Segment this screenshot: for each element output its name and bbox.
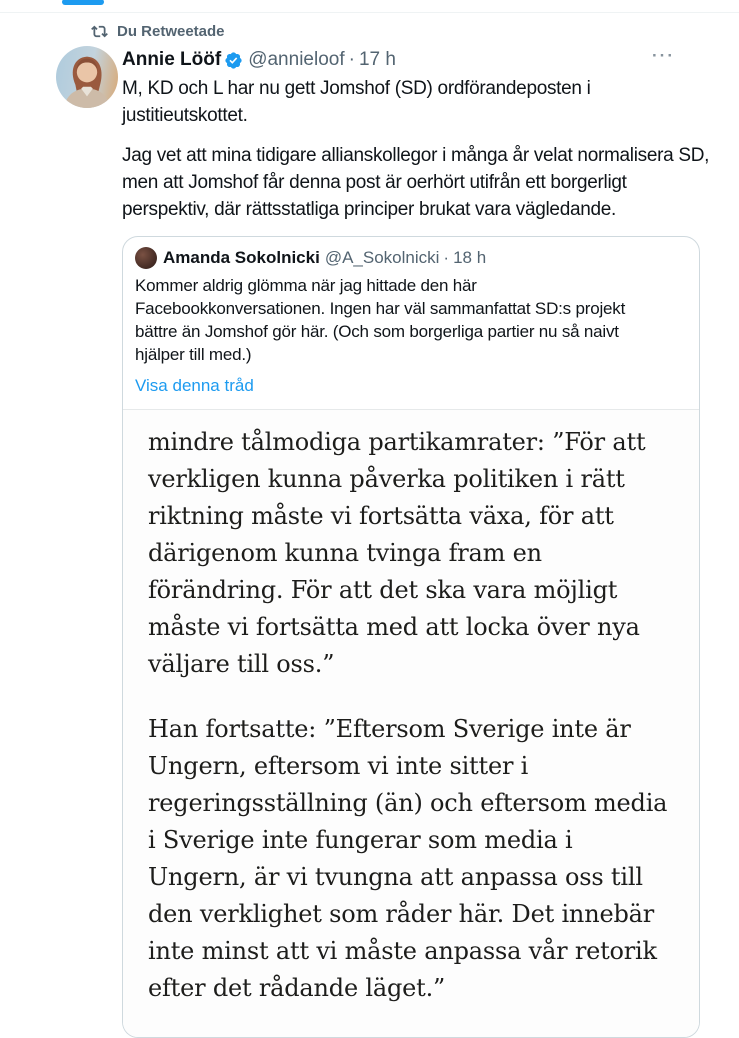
author-row <box>122 48 700 72</box>
show-thread-link[interactable]: Visa denna tråd <box>135 376 254 395</box>
quote-timestamp: 18 h <box>453 248 487 267</box>
quoted-tweet-card[interactable] <box>122 236 700 1038</box>
quote-embedded-image[interactable] <box>123 409 699 1037</box>
image-text-paragraph-1: mindre tålmodiga partikamrater: ”För att verkligen kunna påverka politiken i rätt riktning måste vi fortsätta växa, för att därigenom kunna tvinga fram en förändring. För att det ska vara möjligt måste vi fortsätta med att locka över nya väljare till oss.” <box>148 428 646 678</box>
more-button[interactable]: ··· <box>652 46 675 65</box>
quote-author-handle: @A_Sokolnicki <box>324 248 440 267</box>
retweet-context-label: Du Retweetade <box>117 23 225 40</box>
author-avatar[interactable] <box>56 46 118 108</box>
retweet-icon <box>91 23 108 40</box>
tweet-text <box>122 75 710 223</box>
quote-text: Kommer aldrig glömma när jag hittade den här Facebookkonversationen. Ingen har väl sammanfattat SD:s projekt bättre än Jomshof gör här. (Och som borgerliga partier nu så naivt hjälper till med.) <box>135 276 626 364</box>
tab-bar <box>0 0 739 13</box>
retweet-context <box>91 23 739 40</box>
person-portrait-icon <box>56 46 118 108</box>
quote-author-avatar[interactable] <box>135 247 157 269</box>
image-text-paragraph-2: Han fortsatte: ”Eftersom Sverige inte är Ungern, eftersom vi inte sitter i regeringsställning (än) och eftersom media i Sverige inte fungerar som media i Ungern, är vi tvungna att anpassa oss till den verklighet som råder här. Det innebär inte minst att vi måste anpassa vår retorik efter det rådande läget.” <box>148 715 668 1002</box>
timestamp[interactable]: 17 h <box>358 49 396 70</box>
verified-icon <box>224 51 243 70</box>
separator-dot: · <box>443 248 450 267</box>
author-handle[interactable]: @annieloof <box>248 49 345 70</box>
tweet-paragraph-1: M, KD och L har nu gett Jomshof (SD) ordförandeposten i justitieutskottet. <box>122 78 591 126</box>
active-tab-indicator <box>62 0 104 5</box>
tweet-paragraph-2: Jag vet att mina tidigare allianskollegor i många år velat normalisera SD, men att Jomshof får denna post är oerhört utifrån ett borgerligt perspektiv, där rättsstatliga principer brukat vara vägledande. <box>122 145 710 220</box>
tweet <box>0 42 739 1038</box>
separator-dot: · <box>348 49 355 70</box>
quote-author-row <box>135 247 687 269</box>
author-name[interactable]: Annie Lööf <box>122 49 222 70</box>
quote-author-name: Amanda Sokolnicki <box>163 248 320 267</box>
